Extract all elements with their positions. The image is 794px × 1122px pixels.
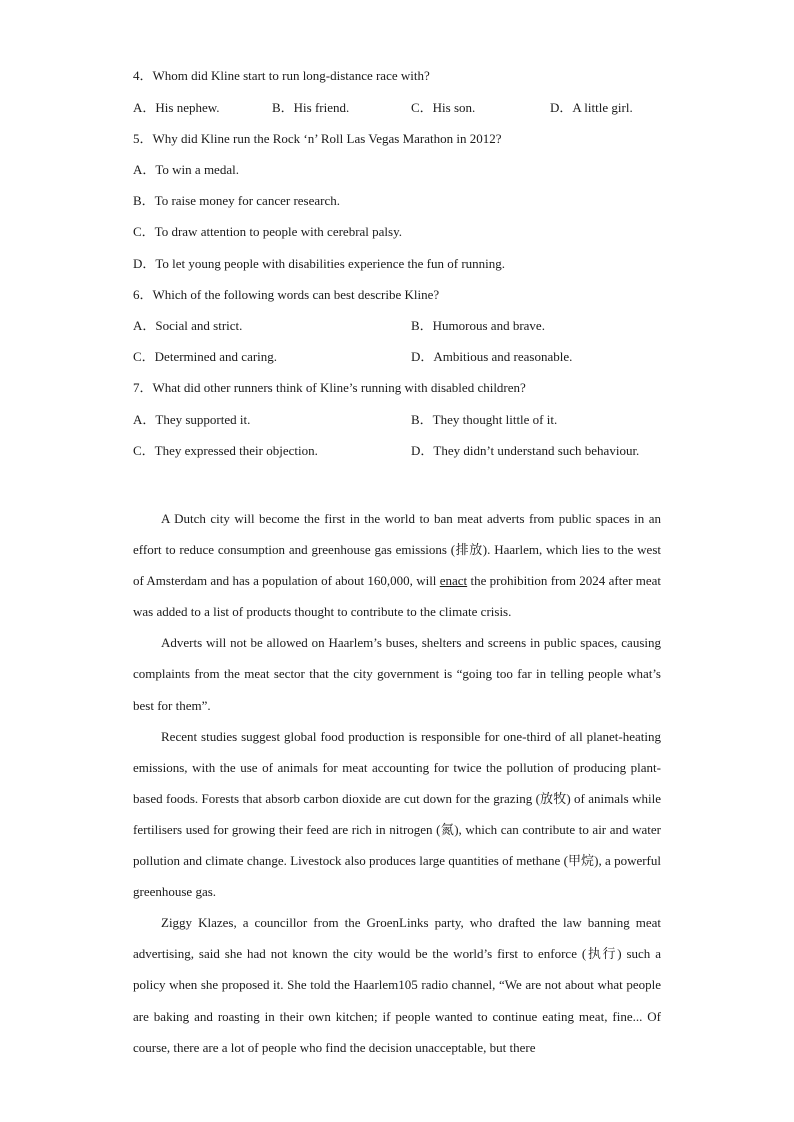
option-label: B． <box>411 318 433 333</box>
option-a <box>133 98 220 118</box>
option-text: Humorous and brave. <box>432 318 545 333</box>
option-text: Social and strict. <box>155 318 243 333</box>
option-c <box>133 347 277 367</box>
option-text: His son. <box>432 100 476 115</box>
option-text: To draw attention to people with cerebral palsy. <box>154 224 403 239</box>
option-text: Determined and caring. <box>154 349 278 364</box>
paragraph-2: Adverts will not be allowed on Haarlem’s buses, shelters and screens in public spaces, causing complaints from the meat sector that the city government is “going too far in telling people what’s best for them”. <box>133 635 661 713</box>
option-a <box>133 410 250 430</box>
option-b <box>411 410 557 430</box>
option-text: They expressed their objection. <box>154 443 318 458</box>
option-c <box>411 98 475 118</box>
option-text: They didn’t understand such behaviour. <box>433 443 640 458</box>
question-stem: 5．Why did Kline run the Rock ‘n’ Roll Las Vegas Marathon in 2012? <box>133 131 502 146</box>
option-text: A little girl. <box>572 100 633 115</box>
option-text: To win a medal. <box>155 162 239 177</box>
option-label: C． <box>133 224 155 239</box>
option-a <box>133 316 242 336</box>
option-c <box>133 222 402 242</box>
underlined-word-enact: enact <box>439 573 468 589</box>
option-label: C． <box>133 349 155 364</box>
p1-text-before: A Dutch city will become the first in the world to ban meat adverts from public spaces in an effort to reduce consumption and greenhouse gas emissions (排放). Haarlem, which lies to the west of Amsterdam and has a population of about 160,000, will <box>133 511 661 589</box>
option-label: A． <box>133 318 156 333</box>
option-text: His nephew. <box>155 100 220 115</box>
question-stem: 4．Whom did Kline start to run long-distance race with? <box>133 68 430 83</box>
option-d <box>550 98 633 118</box>
option-b <box>133 191 340 211</box>
option-label: B． <box>133 193 155 208</box>
option-label: A． <box>133 162 156 177</box>
option-label: B． <box>411 412 433 427</box>
option-d <box>411 441 639 461</box>
option-label: D． <box>411 349 434 364</box>
option-label: D． <box>550 100 573 115</box>
reading-passage <box>133 503 661 1063</box>
option-label: D． <box>411 443 434 458</box>
option-text: Ambitious and reasonable. <box>433 349 573 364</box>
option-c <box>133 441 318 461</box>
option-label: D． <box>133 256 156 271</box>
paragraph-1 <box>133 503 661 627</box>
option-d <box>411 347 572 367</box>
option-label: A． <box>133 412 156 427</box>
option-d <box>133 254 505 274</box>
option-label: A． <box>133 100 156 115</box>
option-label: B． <box>272 100 294 115</box>
option-a <box>133 160 239 180</box>
option-text: They thought little of it. <box>432 412 558 427</box>
p1-text-after: the prohibition from 2024 after meat was added to a list of products thought to contribute to the climate crisis. <box>133 573 661 620</box>
paragraph-4: Ziggy Klazes, a councillor from the GroenLinks party, who drafted the law banning meat advertising, said she had not known the city would be the world’s first to enforce (执行) such a policy when she proposed it. She told the Haarlem105 radio channel, “We are not about what people are baking and roasting in their own kitchen; if people wanted to continue eating meat, fine... Of course, there are a lot of people who find the decision unacceptable, but there <box>133 915 661 1055</box>
option-text: To let young people with disabilities experience the fun of running. <box>155 256 506 271</box>
option-text: His friend. <box>293 100 350 115</box>
question-stem: 6．Which of the following words can best describe Kline? <box>133 287 440 302</box>
paragraph-3: Recent studies suggest global food production is responsible for one-third of all planet-heating emissions, with the use of animals for meat accounting for twice the pollution of producing plant-based foods. Forests that absorb carbon dioxide are cut down for the grazing (放牧) of animals while fertilisers used for growing their feed are rich in nitrogen (氮), which can contribute to air and water pollution and climate change. Livestock also produces large quantities of methane (甲烷), a powerful greenhouse gas. <box>133 728 661 900</box>
option-label: C． <box>411 100 433 115</box>
option-b <box>272 98 349 118</box>
option-text: To raise money for cancer research. <box>154 193 340 208</box>
option-text: They supported it. <box>155 412 251 427</box>
question-stem: 7．What did other runners think of Kline’s running with disabled children? <box>133 380 526 395</box>
option-b <box>411 316 545 336</box>
option-label: C． <box>133 443 155 458</box>
